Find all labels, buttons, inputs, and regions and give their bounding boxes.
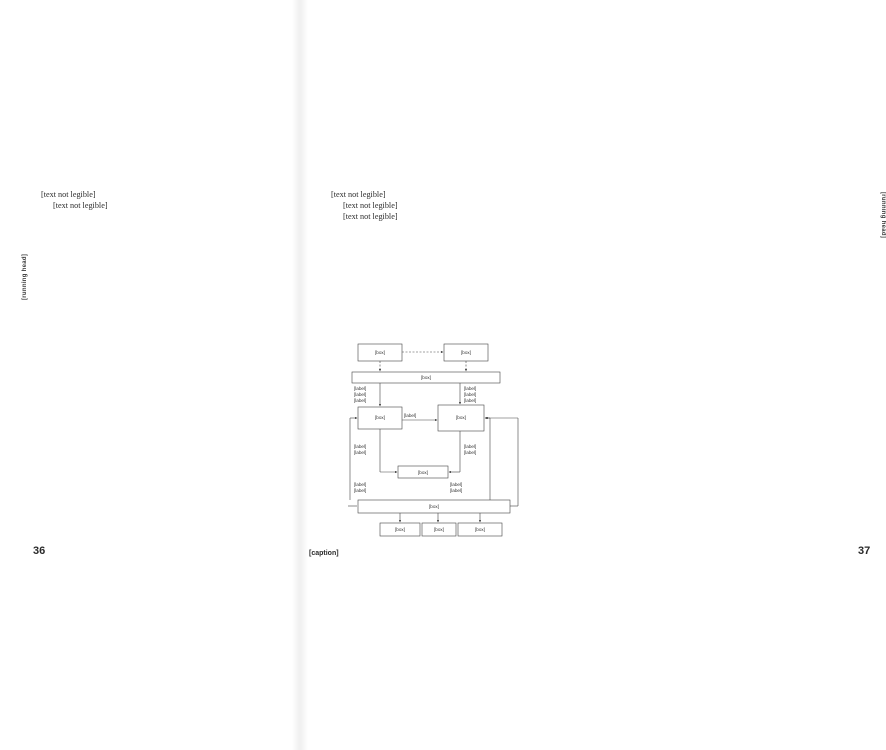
balance-sheet-label: [box] <box>456 415 466 420</box>
forecast-data-label: [box] <box>461 350 471 355</box>
left-running-head: [running head] <box>22 253 28 300</box>
left-page-number: 36 <box>33 545 46 557</box>
credits-label-1: [label] <box>464 444 477 449</box>
other-reports-label: [box] <box>475 527 485 532</box>
left-paragraph-1: [text not legible] <box>41 190 96 199</box>
right-paragraph-3: [text not legible] <box>343 211 398 221</box>
input-parameters-label: [box] <box>421 375 431 380</box>
input-right-label-3: [label] <box>464 398 477 403</box>
figure-caption: [caption] <box>309 550 339 557</box>
input-right-label-2: [label] <box>464 392 477 397</box>
input-left-label-3: [label] <box>354 398 367 403</box>
input-left-label-1: [label] <box>354 386 367 391</box>
right-running-head: [running head] <box>880 192 886 239</box>
interest-label-1: [label] <box>354 444 367 449</box>
right-paragraph-2: [text not legible] <box>343 200 398 210</box>
model-flow-diagram <box>340 338 560 550</box>
pnl-label: [box] <box>375 415 385 420</box>
changes-label-1: [label] <box>450 482 463 487</box>
input-right-label-1: [label] <box>464 386 477 391</box>
right-paragraph-1: [text not legible] <box>331 190 386 199</box>
net-profit-top-label: [label] <box>404 413 417 418</box>
net-profit-bottom-label-1: [label] <box>354 482 367 487</box>
left-paragraph-2: [text not legible] <box>53 200 108 210</box>
right-page-number: 37 <box>858 545 871 557</box>
analytics-label: [box] <box>395 527 405 532</box>
interest-label-2: [label] <box>354 450 367 455</box>
book-gutter <box>292 0 308 750</box>
credits-label-2: [label] <box>464 450 477 455</box>
cashflow-label: [box] <box>429 504 439 509</box>
left-page <box>0 0 292 750</box>
right-text-block <box>331 190 558 223</box>
kpi-label: [box] <box>434 527 444 532</box>
input-left-label-2: [label] <box>354 392 367 397</box>
historical-data-label: [box] <box>375 350 385 355</box>
financing-label: [box] <box>418 470 428 475</box>
net-profit-bottom-label-2: [label] <box>354 488 367 493</box>
left-text-block <box>41 190 268 212</box>
changes-label-2: [label] <box>450 488 463 493</box>
